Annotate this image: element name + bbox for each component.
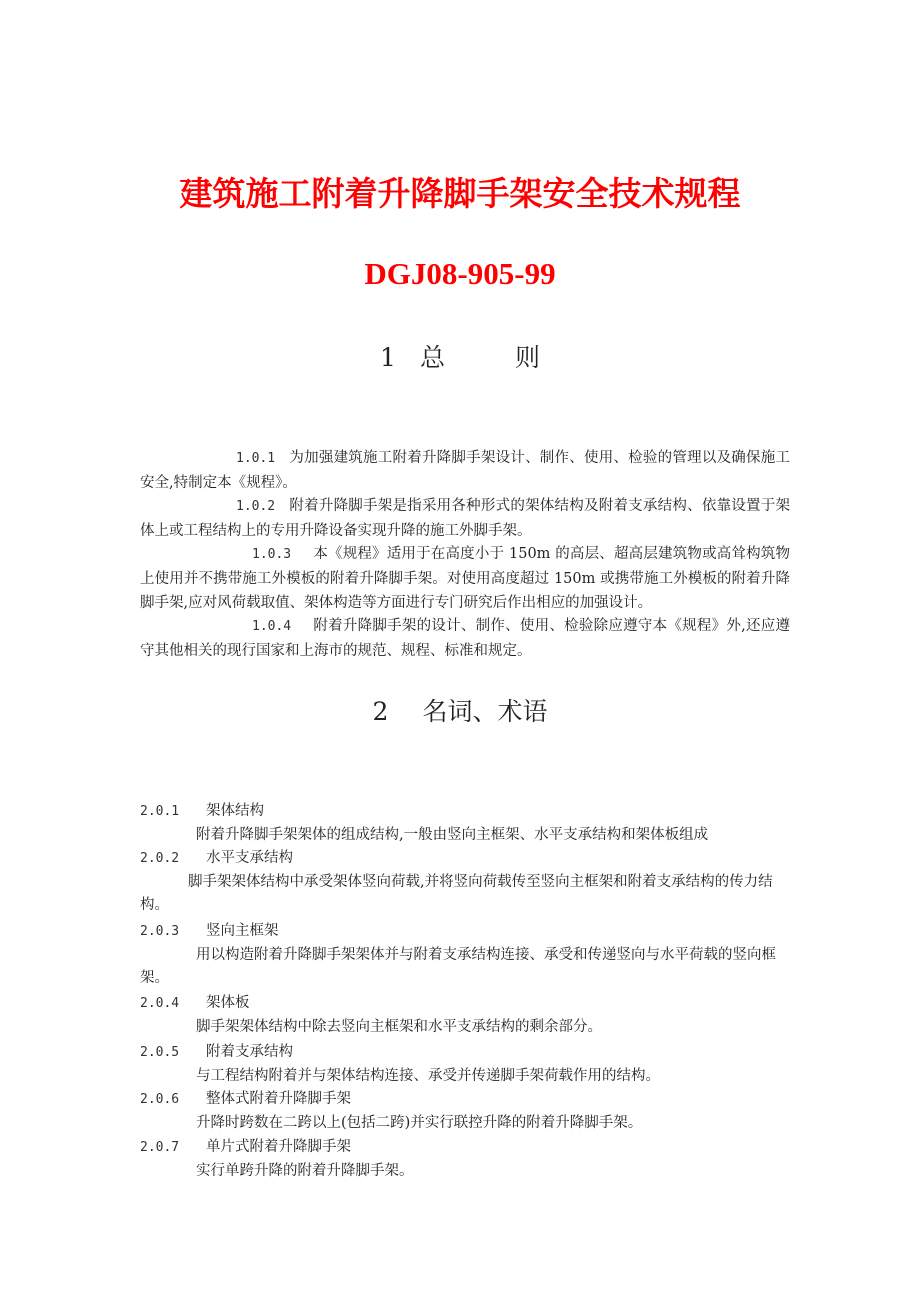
chapter-title-part1: 总: [419, 343, 445, 372]
clause-number: 1.0.4: [252, 619, 292, 634]
term-number: 2.0.4: [140, 996, 180, 1011]
clause-number: 1.0.3: [252, 547, 292, 562]
term-2-0-3: [140, 920, 790, 991]
clause-text: 附着升降脚手架的设计、制作、使用、检验除应遵守本《规程》外,还应遵守其他相关的现行国家和上海市的规范、规程、标准和规定。: [140, 618, 790, 659]
chapter-2-heading: [0, 692, 920, 728]
term-name: 单片式附着升降脚手架: [206, 1139, 351, 1155]
clause-text: 本《规程》适用于在高度小于 150m 的高层、超高层建筑物或高耸构筑物上使用并不携带施工外模板的附着升降脚手架。对使用高度超过 150m 或携带施工外模板的附着升降脚手架,应对风荷载取值、架体构造等方面进行专门研究后作出相应的加强设计。: [140, 546, 790, 611]
term-definition: 升降时跨数在二跨以上(包括二跨)并实行联控升降的附着升降脚手架。: [196, 1114, 643, 1131]
term-definition: 与工程结构附着并与架体结构连接、承受并传递脚手架荷载作用的结构。: [196, 1067, 660, 1084]
chapter-title: 名词、术语: [422, 697, 548, 726]
term-definition: 脚手架架体结构中承受架体竖向荷载,并将竖向荷载传至竖向主框架和附着支承结构的传力结构。: [140, 873, 773, 913]
clause-1-0-4: [140, 614, 790, 663]
term-number: 2.0.5: [140, 1045, 180, 1060]
term-number: 2.0.6: [140, 1092, 180, 1107]
term-definition: 实行单跨升降的附着升降脚手架。: [196, 1162, 414, 1179]
term-name: 竖向主框架: [206, 923, 279, 939]
term-definition: 附着升降脚手架架体的组成结构,一般由竖向主框架、水平支承结构和架体板组成: [196, 826, 709, 843]
term-number: 2.0.2: [140, 851, 180, 866]
term-definition: 用以构造附着升降脚手架架体并与附着支承结构连接、承受和传递竖向与水平荷载的竖向框架。: [140, 946, 776, 986]
term-name: 水平支承结构: [206, 850, 293, 866]
chapter-1-heading: [0, 338, 920, 374]
clause-number: 1.0.2: [236, 499, 276, 514]
term-number: 2.0.3: [140, 924, 180, 939]
clause-number: 1.0.1: [236, 451, 276, 466]
clause-1-0-1: [140, 446, 790, 495]
document-code: DGJ08-905-99: [364, 256, 556, 291]
chapter-title-part2: 则: [515, 343, 541, 372]
term-2-0-2: [140, 847, 790, 918]
term-name: 整体式附着升降脚手架: [206, 1091, 351, 1107]
term-2-0-6: [140, 1088, 790, 1135]
term-name: 架体板: [206, 995, 250, 1011]
clause-text: 为加强建筑施工附着升降脚手架设计、制作、使用、检验的管理以及确保施工安全,特制定本《规程》。: [140, 450, 790, 491]
term-name: 架体结构: [206, 803, 264, 819]
term-2-0-5: [140, 1041, 790, 1088]
clause-1-0-2: [140, 494, 790, 543]
term-2-0-1: [140, 800, 790, 847]
term-2-0-4: [140, 992, 790, 1039]
term-number: 2.0.1: [140, 804, 180, 819]
term-name: 附着支承结构: [206, 1044, 293, 1060]
term-2-0-7: [140, 1136, 790, 1183]
document-title: 建筑施工附着升降脚手架安全技术规程: [179, 174, 741, 213]
clause-1-0-3: [140, 542, 790, 615]
term-number: 2.0.7: [140, 1140, 180, 1155]
clause-text: 附着升降脚手架是指采用各种形式的架体结构及附着支承结构、依靠设置于架体上或工程结构上的专用升降设备实现升降的施工外脚手架。: [140, 498, 790, 539]
term-definition: 脚手架架体结构中除去竖向主框架和水平支承结构的剩余部分。: [196, 1018, 602, 1035]
chapter-number: 1: [379, 343, 396, 372]
chapter-number: 2: [372, 697, 389, 726]
